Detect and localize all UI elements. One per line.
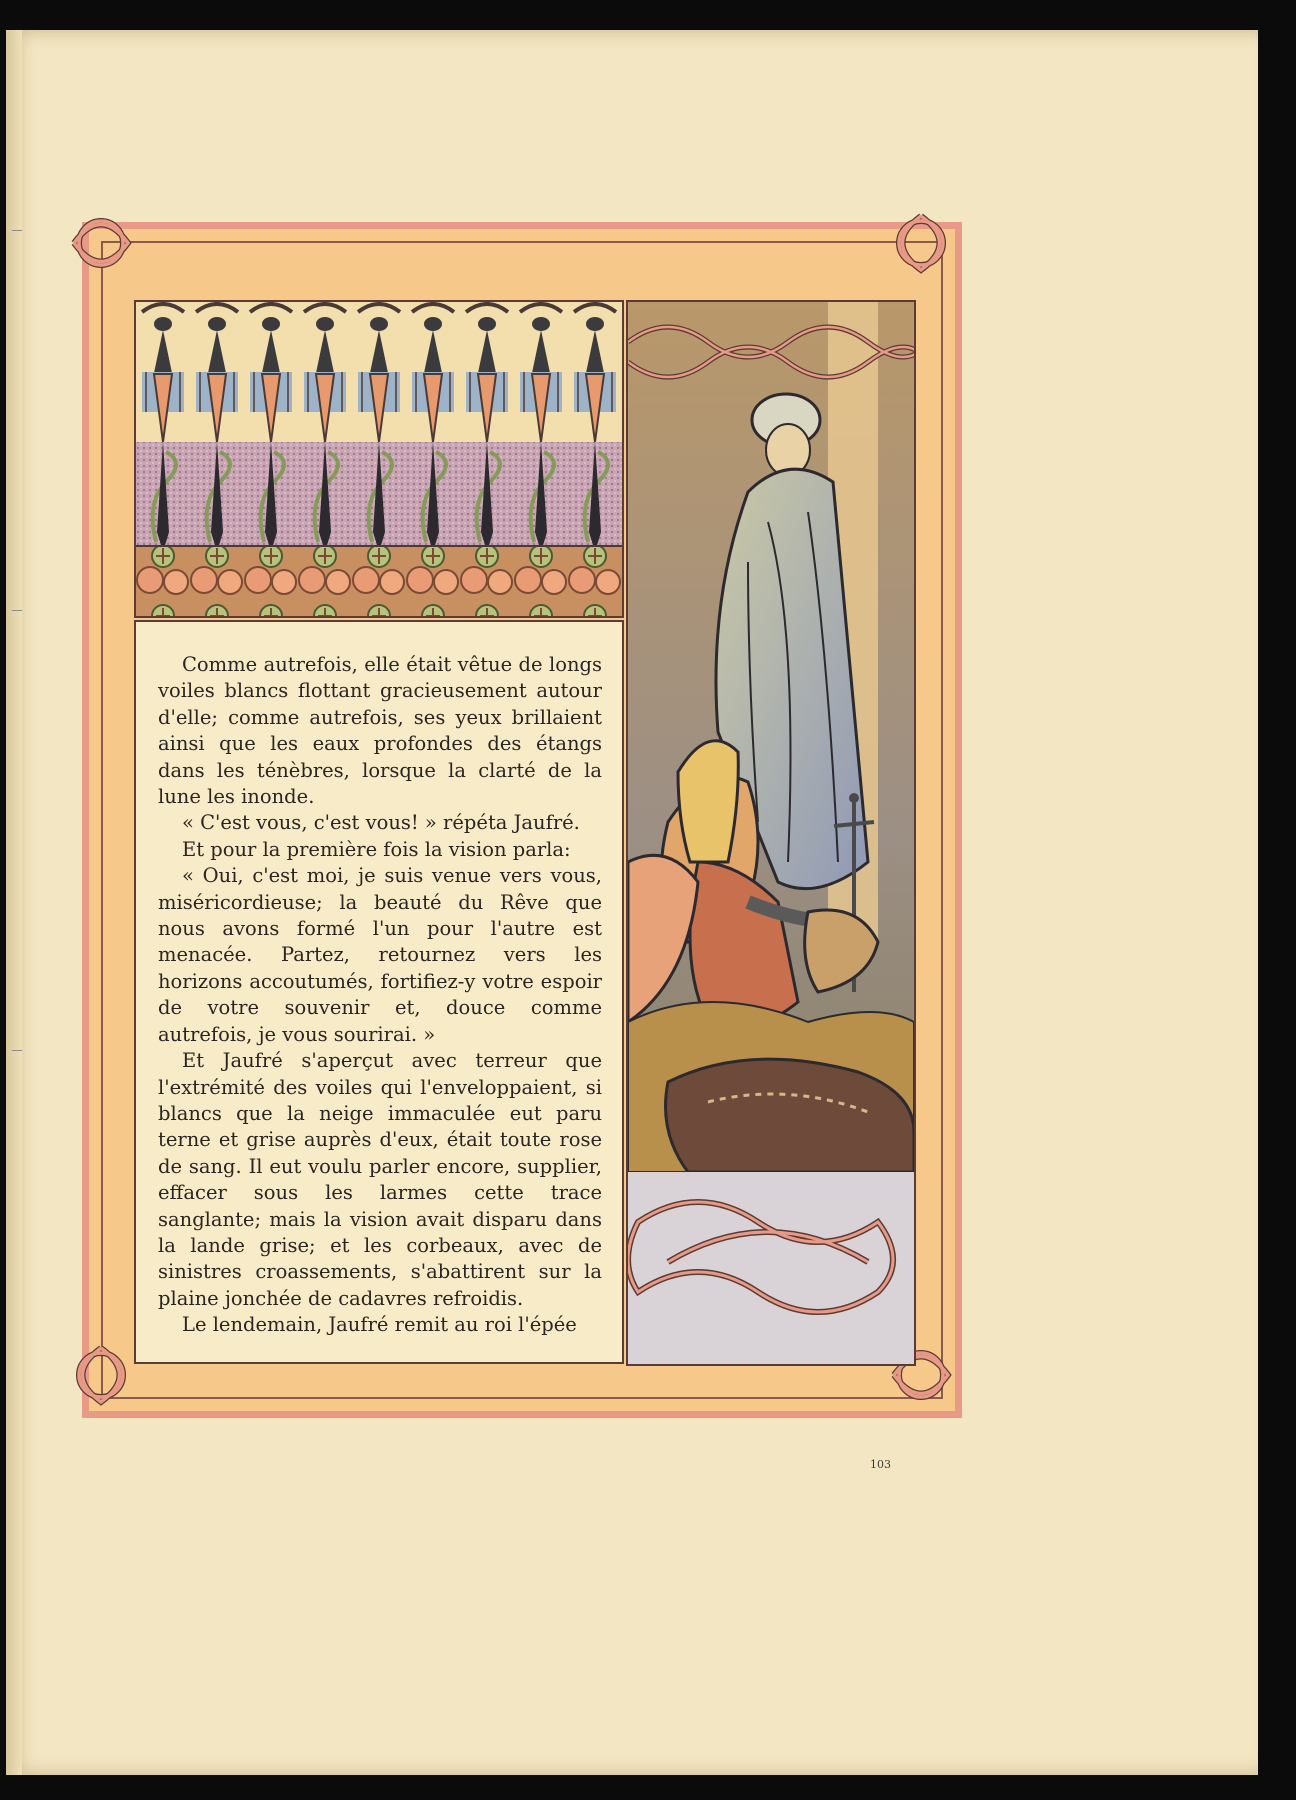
page-number: 103 [870,1458,891,1471]
margin-mark [12,610,22,611]
illustration-panel [626,300,916,1366]
paragraph: Le lendemain, Jaufré remit au roi l'épée [182,1313,577,1337]
page-gutter [6,30,22,1775]
celtic-knot-corner-icon [64,1338,138,1412]
art-nouveau-ornament-icon [136,302,622,616]
vision-illustration-icon [628,302,914,1364]
paragraph: Et Jaufré s'aperçut avec terreur que l'extrémité des voiles qui l'enveloppaient, si blancs que la neige immaculée eut paru terne et grise auprès d'eux, était toute rose de sang. Il eut voulu parler encore, supplier, effacer sous les larmes cette trace sanglante; mais la vision avait disparu dans la lande grise; et les corbeaux, avec de sinistres croassements, s'abattirent sur la plaine jonchée de cadavres refroidis. [158,1049,602,1310]
book-page [6,30,1258,1775]
story-text-panel [134,620,624,1364]
margin-mark [12,1050,22,1051]
celtic-knot-corner-icon [884,206,958,280]
celtic-knot-corner-icon [64,206,138,280]
paragraph: « C'est vous, c'est vous! » répéta Jaufré. [182,811,580,835]
paragraph: « Oui, c'est moi, je suis venue vers vous, miséricordieuse; la beauté du Rêve que nous avons formé l'un pour l'autre est menacée. Partez, retournez vers les horizons accoutumés, fortifiez-y votre espoir de votre souvenir et, douce comme autrefois, je vous sourirai. » [158,864,602,1046]
paragraph: Et pour la première fois la vision parla: [182,837,571,861]
margin-mark [12,230,22,231]
ornamental-header-panel [134,300,624,618]
paragraph: Comme autrefois, elle était vêtue de longs voiles blancs flottant gracieusement autour d'elle; comme autrefois, ses yeux brillaient ainsi que les eaux profondes des étangs dans les ténèbres, lorsque la clarté de la lune les inonde. [158,653,602,809]
